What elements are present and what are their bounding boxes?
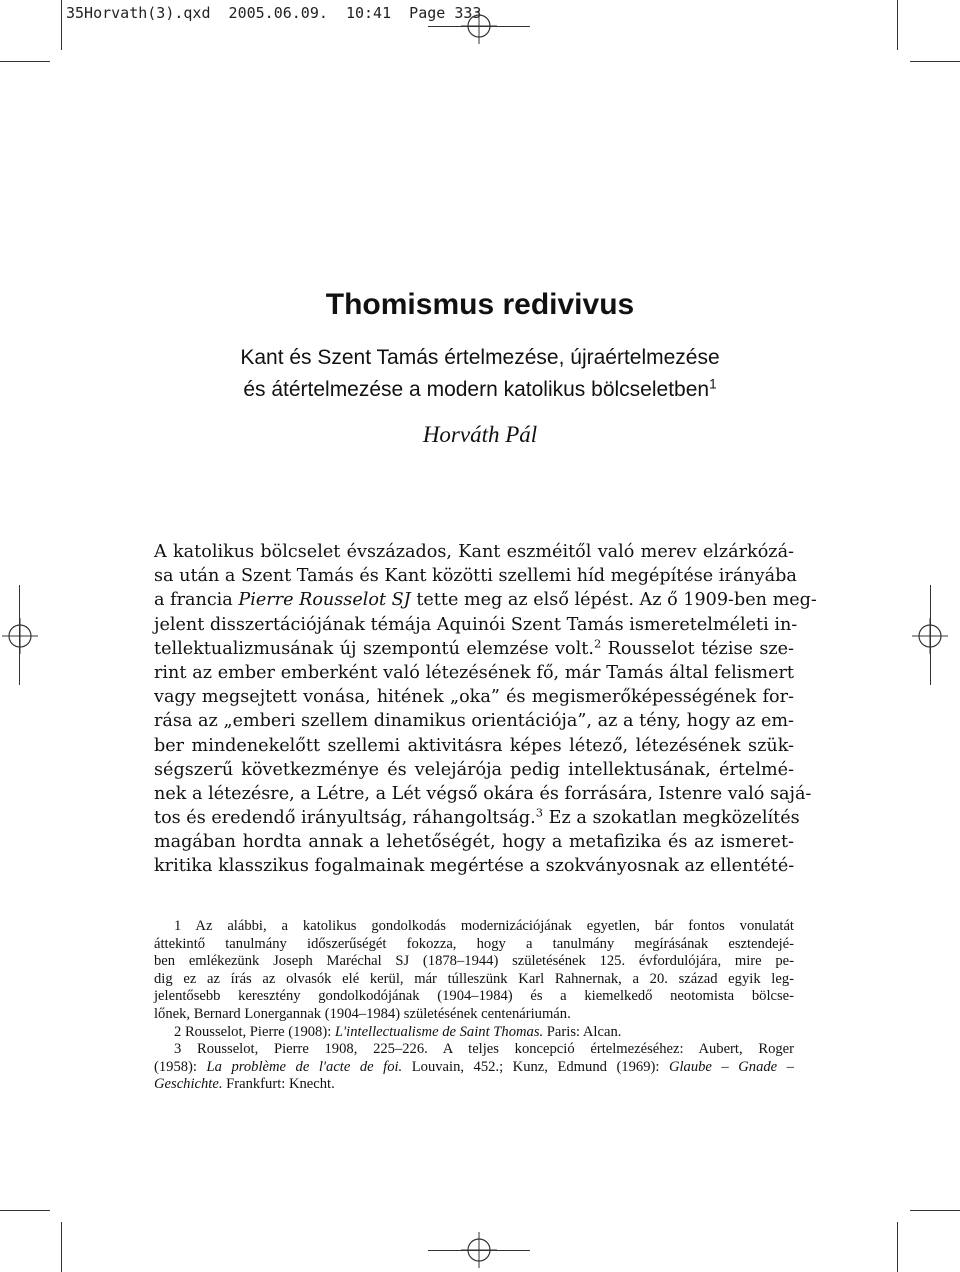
crop-mark-top-left bbox=[61, 0, 62, 50]
book-title: La problème de l'acte de foi. bbox=[206, 1058, 403, 1075]
body-text-segment: Rousselot tézise sze- bbox=[601, 638, 795, 659]
person-name: Pierre Rousselot SJ bbox=[238, 590, 411, 611]
crop-mark-bottom-center-line bbox=[428, 1250, 530, 1251]
footnote-text: 2 Rousselot, Pierre (1908): bbox=[174, 1023, 335, 1040]
body-line: ber mindenekelőtt szellemi aktivitásra képes létező, létezésének szük- bbox=[154, 735, 794, 756]
body-line bbox=[154, 588, 817, 612]
book-title: Glaube – Gnade – bbox=[668, 1058, 794, 1075]
crop-mark-bottom-left-horizontal bbox=[0, 1210, 50, 1211]
body-text-segment: tette meg az első lépést. Az ő 1909-ben meg- bbox=[410, 590, 817, 611]
article-title: Thomismus redivivus bbox=[325, 288, 635, 321]
footnote-text: Paris: Alcan. bbox=[543, 1023, 622, 1040]
body-text-segment: tellektualizmusának új szempontú elemzése volt. bbox=[154, 638, 594, 659]
crop-mark-left-center-line bbox=[19, 585, 20, 685]
article-subtitle-line-2 bbox=[0, 378, 960, 402]
footnote-ref-2: 2 bbox=[593, 636, 602, 651]
printer-slug: 35Horvath(3).qxd 2005.06.09. 10:41 Page 333 bbox=[66, 4, 482, 22]
body-text-segment: Ez a szokatlan megközelítés bbox=[543, 808, 800, 829]
article-subtitle-line-1: Kant és Szent Tamás értelmezése, újraértelmezése bbox=[240, 346, 720, 369]
footnote-3-line: 3 Rousselot, Pierre 1908, 225–226. A teljes koncepció értelmezéséhez: Aubert, Roger bbox=[174, 1041, 794, 1058]
footnote-2 bbox=[154, 1024, 794, 1042]
footnote-1-line: dig ez az írás az olvasók elé kerül, már túlleszünk Karl Rahnernak, a 20. század egyik leg- bbox=[154, 970, 794, 987]
crop-mark-bottom-right bbox=[897, 1222, 898, 1272]
footnote-ref-1: 1 bbox=[709, 376, 717, 392]
footnote-ref-3: 3 bbox=[535, 805, 544, 820]
crop-mark-top-right bbox=[897, 0, 898, 50]
crop-mark-right-center-line bbox=[930, 585, 931, 685]
author-name: Horváth Pál bbox=[422, 422, 538, 447]
footnote-1-line: jelentősebb keresztény gondolkodójának (1904–1984) és a kiemelkedő neotomista bölcse- bbox=[154, 988, 794, 1005]
footnote-text: (1958): bbox=[154, 1058, 207, 1075]
body-line bbox=[154, 805, 800, 830]
footnotes bbox=[154, 918, 794, 1094]
subtitle-text: és átértelmezése a modern katolikus bölcseletben bbox=[243, 378, 710, 401]
footnote-1-line: 1 Az alábbi, a katolikus gondolkodás modernizációjának egyetlen, bár fontos vonulatát bbox=[174, 918, 794, 934]
body-line: jelent disszertációjának témája Aquinói Szent Tamás ismeretelméleti in- bbox=[154, 614, 798, 635]
footnote-1-line: lőnek, Bernard Lonergannak (1904–1984) születésének centenáriumán. bbox=[154, 1005, 571, 1022]
crop-mark-bottom-right-horizontal bbox=[910, 1210, 960, 1211]
footnote-3-line bbox=[154, 1076, 794, 1094]
body-line bbox=[154, 637, 794, 661]
book-title: Geschichte. bbox=[154, 1076, 223, 1093]
footnote-1-line: áttekintő tanulmány időszerűségét fokozza, hogy a tanulmány megírásának esztendejé- bbox=[154, 935, 794, 952]
footnote-text: Frankfurt: Knecht. bbox=[222, 1076, 335, 1093]
body-paragraph bbox=[154, 540, 817, 879]
body-line: nek a létezésre, a Létre, a Lét végső okára és forrására, Istenre való sajá- bbox=[154, 783, 812, 804]
crop-mark-top-center-line bbox=[428, 26, 530, 27]
body-line: magában hordta annak a lehetőségét, hogy a metafizika és az ismeret- bbox=[154, 832, 794, 853]
body-line: rása az „emberi szellem dinamikus orientációja”, az a tény, hogy az em- bbox=[154, 711, 794, 732]
registration-mark-left-icon bbox=[2, 618, 38, 654]
book-title: L'intellectualisme de Saint Thomas. bbox=[334, 1023, 544, 1040]
body-line: vagy megsejtett vonása, hitének „oka” és megismerőképességének for- bbox=[154, 687, 794, 708]
body-text-segment: tos és eredendő irányultság, ráhangoltság. bbox=[154, 808, 536, 829]
body-line: sa után a Szent Tamás és Kant közötti szellemi híd megépítése irányába bbox=[154, 566, 797, 587]
crop-mark-bottom-left bbox=[61, 1222, 62, 1272]
footnote-text: Louvain, 452.; Kunz, Edmund (1969): bbox=[402, 1058, 669, 1075]
body-line: ségszerű következménye és velejárója pedig intellektusának, értelmé- bbox=[154, 759, 794, 780]
body-line: rint az ember emberként való létezésének fő, már Tamás által felismert bbox=[154, 662, 794, 683]
body-line: kritika klasszikus fogalmainak megértése a szokványosnak az ellentété- bbox=[154, 856, 795, 877]
crop-mark-top-right-horizontal bbox=[910, 61, 960, 62]
body-line: A katolikus bölcselet évszázados, Kant eszméitől való merev elzárkózá- bbox=[154, 542, 794, 562]
crop-mark-top-left-horizontal bbox=[0, 61, 50, 62]
footnote-1-line: ben emlékezünk Joseph Maréchal SJ (1878–1944) születésének 125. évfordulójára, mire pe- bbox=[154, 953, 794, 970]
footnote-3-line bbox=[154, 1059, 794, 1077]
body-text-segment: a francia bbox=[154, 590, 239, 611]
